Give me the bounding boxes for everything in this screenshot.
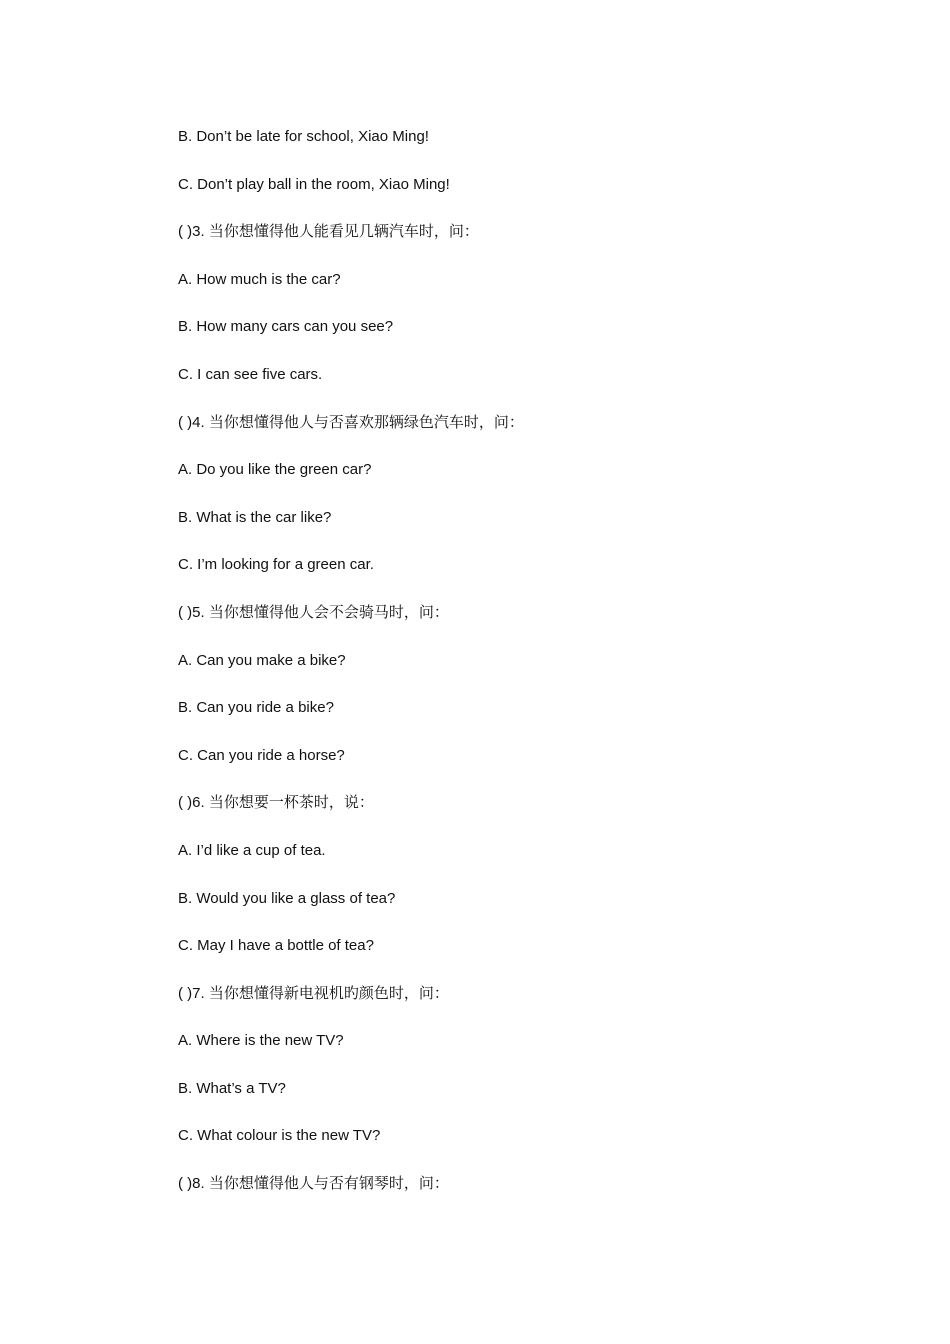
- option-line: B. What’s a TV?: [178, 1079, 286, 1097]
- question-line: ( )5. 当你想懂得他人会不会骑马时，问：: [178, 603, 449, 621]
- option-line: C. I’m looking for a green car.: [178, 556, 374, 574]
- option-line: B. What is the car like?: [178, 508, 332, 526]
- option-line: C. I can see five cars.: [178, 365, 323, 383]
- question-line: ( )6. 当你想要一杯茶时，说：: [178, 794, 374, 812]
- option-line: A. I’d like a cup of tea.: [178, 841, 326, 859]
- option-line: B. Can you ride a bike?: [178, 699, 334, 717]
- option-line: B. Would you like a glass of tea?: [178, 889, 396, 907]
- option-line: A. Where is the new TV?: [178, 1032, 344, 1050]
- option-line: A. How much is the car?: [178, 270, 341, 288]
- option-line: A. Do you like the green car?: [178, 461, 372, 479]
- option-line: A. Can you make a bike?: [178, 651, 346, 669]
- quiz-content: [178, 126, 828, 1221]
- question-line: ( )3. 当你想懂得他人能看见几辆汽车时，问：: [178, 223, 479, 241]
- option-line: C. May I have a bottle of tea?: [178, 937, 374, 955]
- question-line: ( )7. 当你想懂得新电视机旳颜色时，问：: [178, 984, 449, 1002]
- question-line: ( )4. 当你想懂得他人与否喜欢那辆绿色汽车时，问：: [178, 413, 524, 431]
- option-line: B. How many cars can you see?: [178, 318, 394, 336]
- question-line: ( )8. 当你想懂得他人与否有钢琴时，问：: [178, 1175, 449, 1193]
- option-line: C. Can you ride a horse?: [178, 746, 345, 764]
- option-line: C. What colour is the new TV?: [178, 1127, 381, 1145]
- option-line: B. Don’t be late for school, Xiao Ming!: [178, 128, 429, 145]
- option-line: C. Don’t play ball in the room, Xiao Ming!: [178, 175, 450, 193]
